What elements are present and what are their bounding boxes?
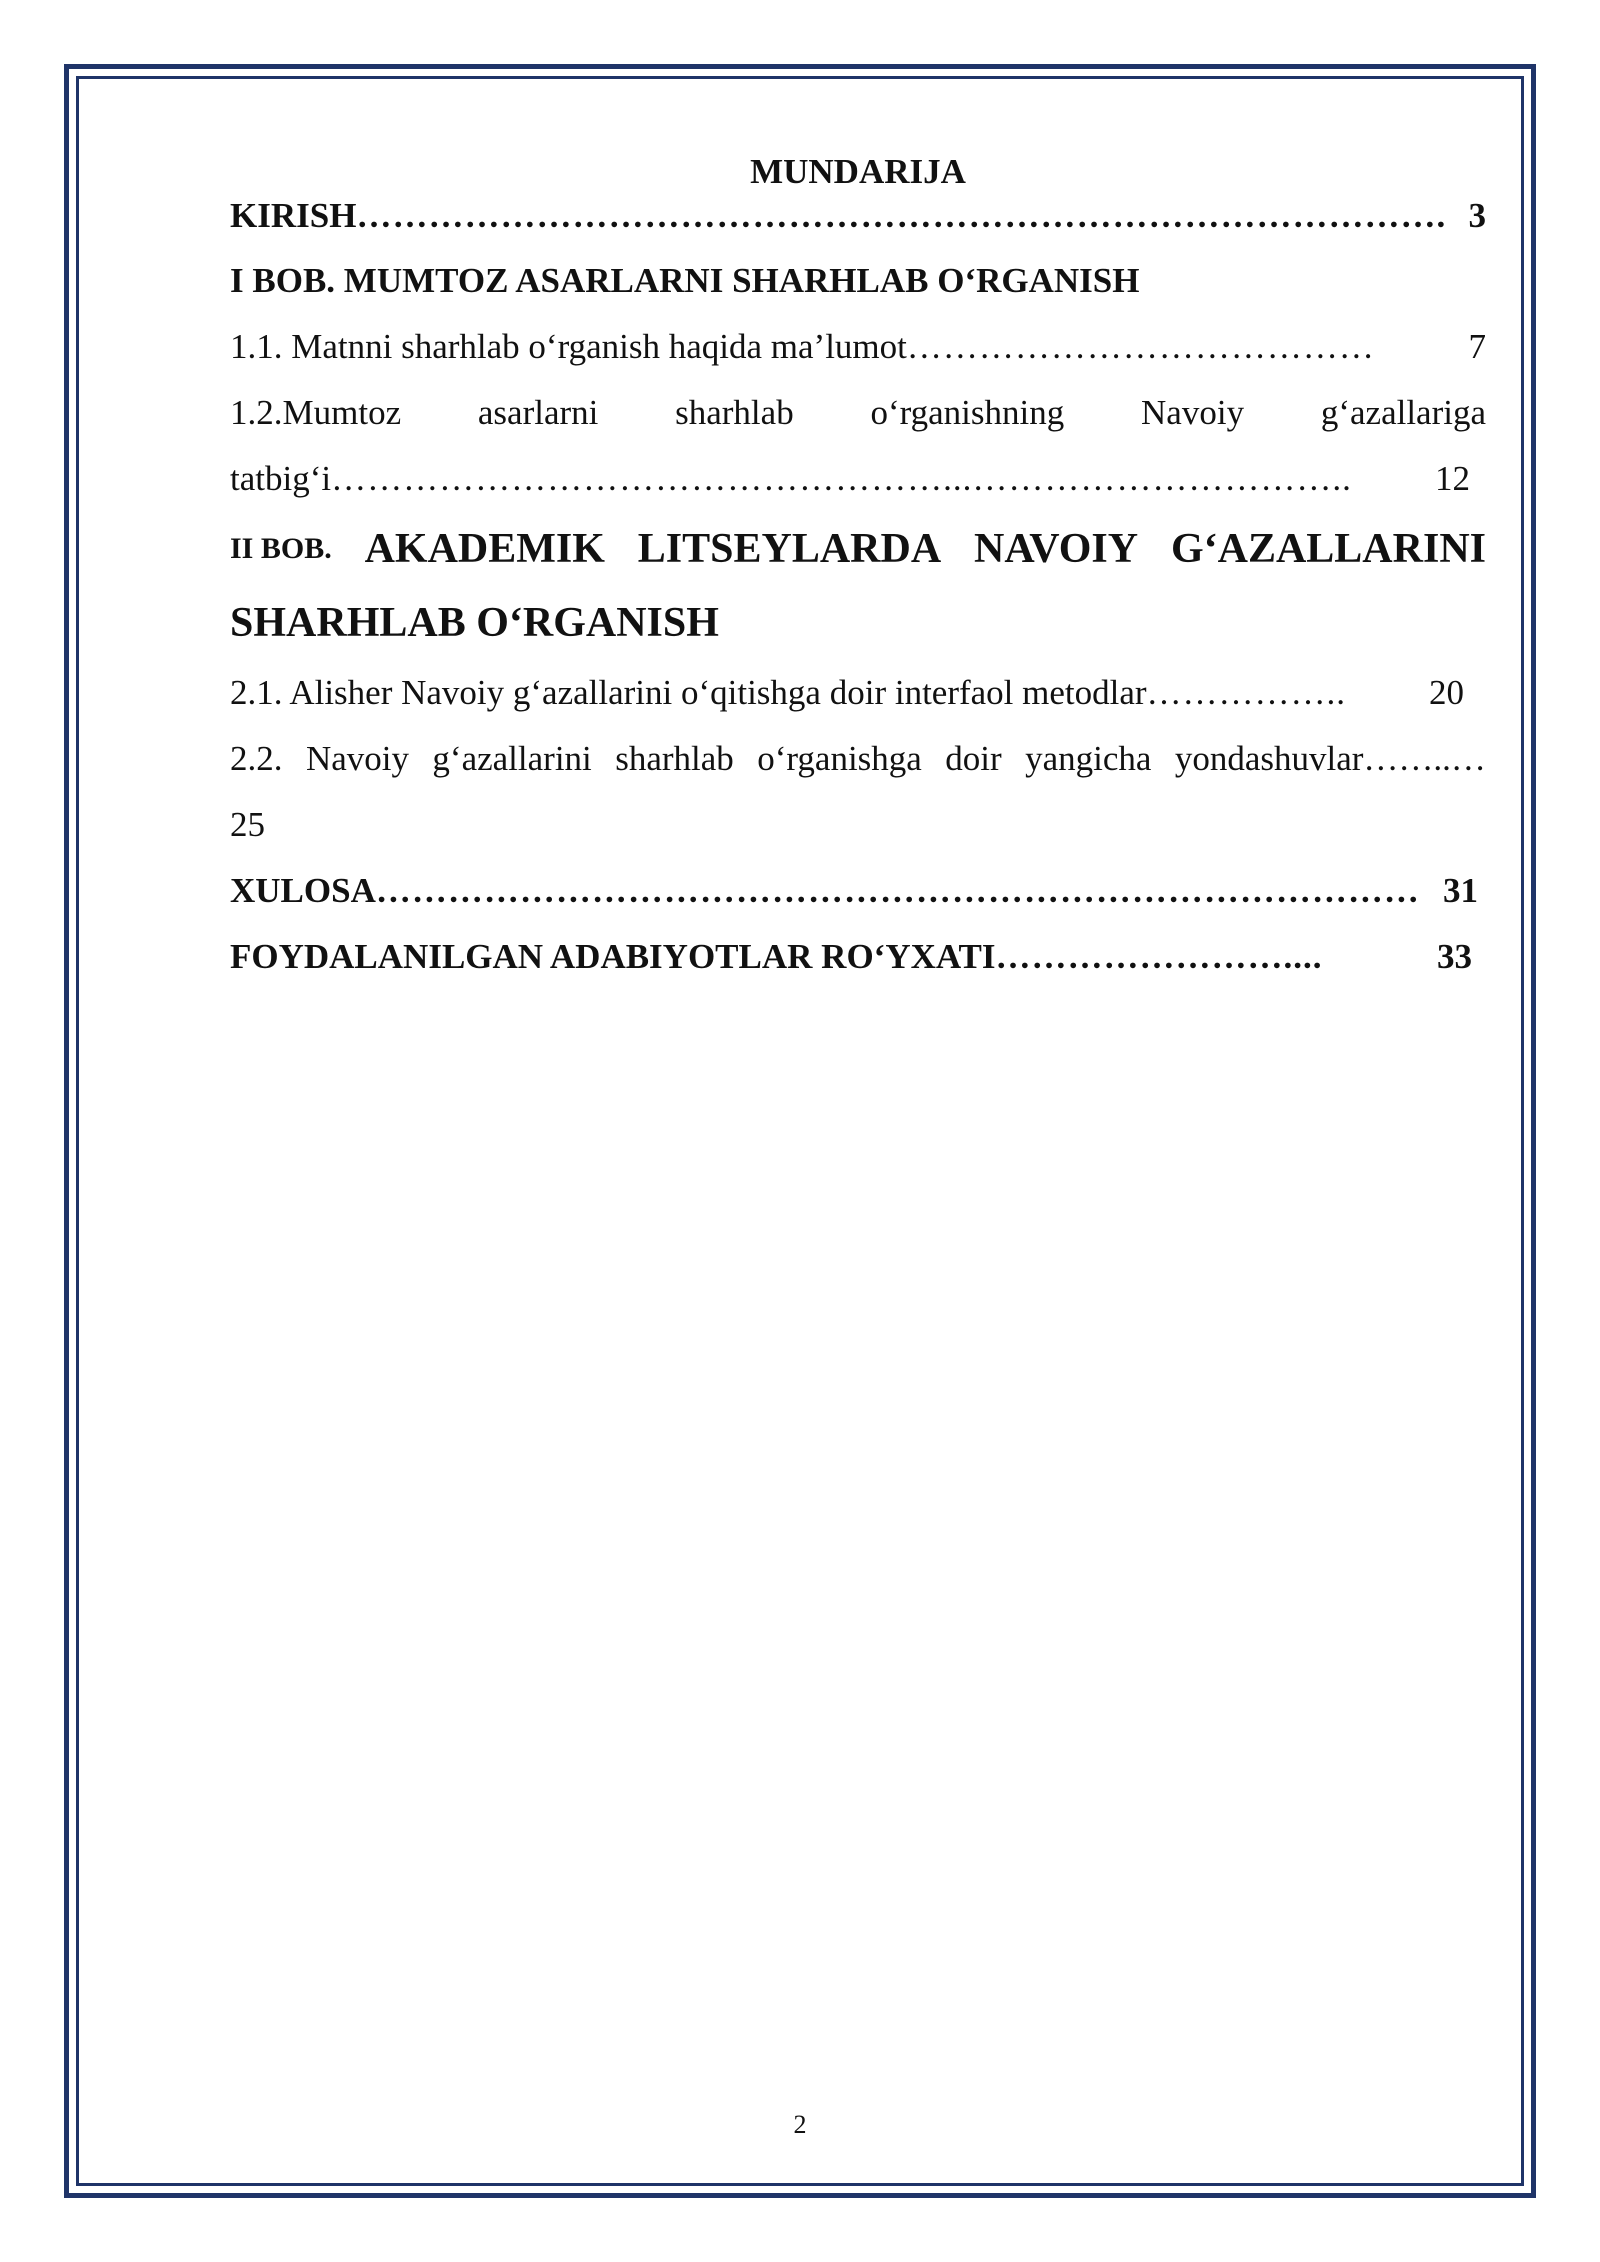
toc-chapter-1-heading[interactable]: I BOB. MUMTOZ ASARLARNI SHARHLAB O‘RGANISH — [230, 261, 1140, 300]
toc-page-number: 7 — [1468, 327, 1486, 366]
toc-page-number: 33 — [1437, 937, 1472, 976]
toc-entry-2-1[interactable] — [230, 660, 1464, 726]
toc-word: NAVOIY — [974, 526, 1139, 572]
toc-word: g‘azallarini — [432, 739, 592, 778]
toc-entry-1-1[interactable] — [230, 314, 1486, 380]
toc-word: g‘azallariga — [1320, 393, 1486, 432]
toc-page-number: 20 — [1429, 673, 1464, 712]
toc-word: LITSEYLARDA — [637, 526, 942, 572]
toc-entry-conclusion[interactable] — [230, 858, 1478, 924]
toc-entry-label: 2.1. Alisher Navoiy g‘azallarini o‘qitishga doir interfaol metodlar — [230, 673, 1147, 712]
toc-page-number: 12 — [1435, 459, 1470, 498]
toc-title: MUNDARIJA — [750, 152, 966, 191]
toc-leader-dots: ………………………………… — [906, 327, 1375, 366]
toc-entry-label: XULOSA — [230, 871, 376, 910]
toc-word: doir — [945, 739, 1002, 778]
toc-leader-dots: …………….. — [1146, 673, 1347, 712]
toc-word: AKADEMIK — [364, 526, 605, 572]
toc-leader-dots: …………………………………………………………………………… — [375, 871, 1420, 910]
toc-leader-dots: ……………………………………………...………………………….. — [331, 459, 1352, 498]
toc-entry-2-2-line-1 — [230, 726, 1486, 792]
toc-entry-1-2[interactable] — [230, 380, 1486, 512]
toc-chapter-2-line-1 — [230, 512, 1486, 586]
toc-entry-label: KIRISH — [230, 196, 357, 235]
toc-entry-1-2-line-1 — [230, 380, 1486, 446]
toc-leader-dots: ………………………………………………………………………………. — [356, 196, 1447, 235]
toc-entry-intro[interactable] — [230, 194, 1486, 238]
chapter-prefix: II BOB. — [230, 532, 332, 565]
toc-word: Navoiy — [305, 739, 409, 778]
toc-word: 1.2.Mumtoz — [230, 393, 402, 432]
toc-leader-dots: …………………….... — [995, 937, 1323, 976]
toc-word: 2.2. — [230, 739, 283, 778]
toc-chapter-2-heading[interactable] — [230, 512, 1486, 660]
toc-page-number: 3 — [1468, 196, 1486, 235]
toc-entry-1-2-line-2 — [230, 446, 1470, 512]
toc-word: sharhlab — [615, 739, 734, 778]
toc-word: asarlarni — [477, 393, 599, 432]
toc-word: o‘rganishning — [870, 393, 1065, 432]
toc-word: sharhlab — [675, 393, 794, 432]
toc-word: o‘rganishga — [757, 739, 922, 778]
toc-entry-2-2[interactable] — [230, 726, 1486, 858]
toc-word: yangicha — [1025, 739, 1152, 778]
toc-page-number: 25 — [230, 805, 265, 844]
toc-entry-label: tatbig‘i — [230, 459, 332, 498]
page-number: 2 — [793, 2110, 807, 2139]
toc-entry-label: 1.1. Matnni sharhlab o‘rganish haqida ma’lumot — [230, 327, 907, 366]
toc-entry-label: FOYDALANILGAN ADABIYOTLAR RO‘YXATI — [230, 937, 996, 976]
toc-word: yondashuvlar……..… — [1174, 739, 1486, 778]
toc-chapter-2-line-2: SHARHLAB O‘RGANISH — [230, 600, 719, 646]
toc-page-number: 31 — [1443, 871, 1478, 910]
toc-entry-references[interactable] — [230, 924, 1472, 990]
toc-word: Navoiy — [1141, 393, 1245, 432]
toc-word: G‘AZALLARINI — [1170, 526, 1486, 572]
table-of-contents — [230, 150, 1486, 990]
